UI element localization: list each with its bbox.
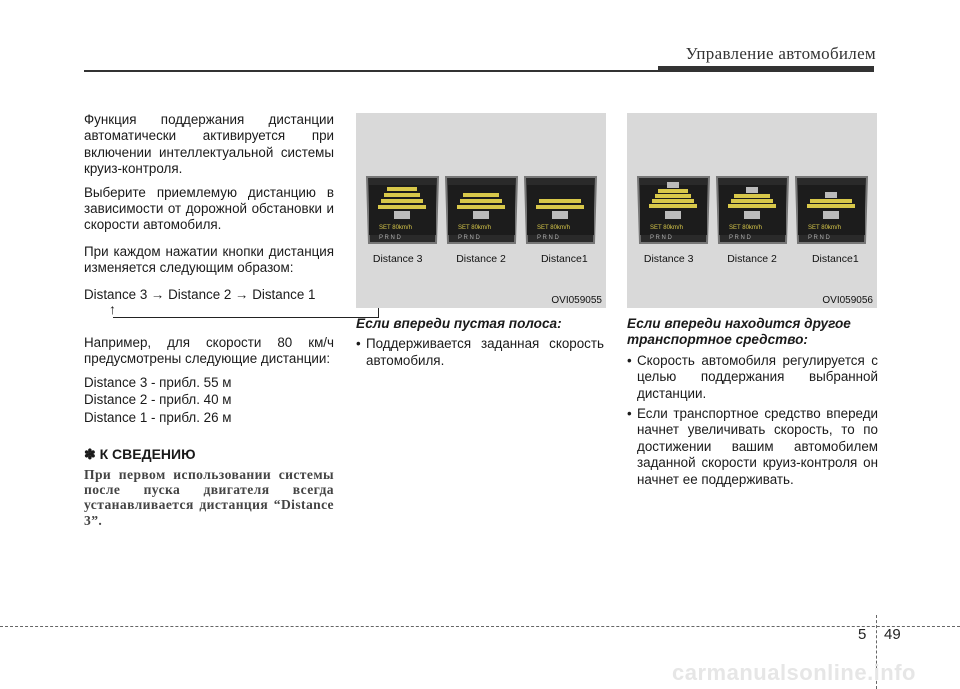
paragraph-intro: Функция поддержания дистанции автоматически активируется при включении интеллектуальной системы круиз-контроля. — [84, 112, 334, 177]
bullet-item — [627, 406, 878, 488]
page-number: 49 — [884, 626, 901, 643]
figure-label: Distance 3 — [372, 253, 423, 265]
bullet-icon: • — [627, 352, 632, 368]
cluster-display-distance-2 — [442, 173, 521, 257]
section-heading: Если впереди пустая полоса: — [356, 316, 562, 331]
paragraph-example: Например, для скорости 80 км/ч предусмотрены следующие дистанции: — [84, 335, 334, 367]
distance-item: Distance 3 - прибл. 55 м — [84, 374, 232, 390]
left-column — [84, 112, 334, 528]
bullet-icon: • — [356, 336, 361, 352]
paragraph-press: При каждом нажатии кнопки дистанция изменяется следующим образом: — [84, 243, 334, 276]
cluster-display-distance-2 — [713, 173, 792, 257]
svg-text:P R N D: P R N D — [808, 235, 830, 241]
cluster-display-distance-1 — [792, 173, 871, 257]
figure-vehicle-ahead — [627, 113, 877, 308]
distance-list — [84, 375, 334, 426]
distance-sequence: Distance 3 → Distance 2 → Distance 1 — [84, 286, 316, 302]
bullet-item — [627, 353, 878, 402]
running-header: Управление автомобилем — [685, 44, 876, 63]
bullet-icon: • — [627, 406, 632, 422]
caution-title: ✽ К СВЕДЕНИЮ — [84, 446, 196, 463]
figure-code: OVI059055 — [551, 295, 602, 306]
svg-text:P R N D: P R N D — [729, 235, 751, 241]
caution-body: При первом использовании системы после пуска двигателя всегда устанавливается дистанция “Distance 3”. — [84, 466, 334, 528]
watermark: carmanualsonline.info — [672, 660, 916, 685]
chapter-number: 5 — [858, 626, 867, 643]
figure-label: Distance1 — [811, 253, 859, 265]
figure-label: Distance 2 — [456, 253, 506, 265]
figure-label: Distance 2 — [727, 253, 777, 265]
bullet-item — [356, 336, 604, 369]
figure-labels — [356, 253, 606, 265]
cluster-display-distance-3 — [634, 173, 713, 257]
section-heading: Если впереди находится другое транспортное средство: — [627, 316, 851, 348]
svg-text:SET 80km/h: SET 80km/h — [458, 225, 491, 231]
svg-text:P R N D: P R N D — [650, 235, 672, 241]
svg-text:P R N D: P R N D — [458, 235, 480, 241]
svg-text:SET 80km/h: SET 80km/h — [729, 225, 762, 231]
svg-text:SET 80km/h: SET 80km/h — [650, 225, 683, 231]
svg-text:SET 80km/h: SET 80km/h — [808, 225, 841, 231]
bullet-text: Поддерживается заданная скорость автомобиля. — [366, 336, 604, 368]
figure-labels — [627, 253, 877, 265]
footer-rule — [0, 626, 960, 627]
figure-label: Distance1 — [540, 253, 588, 265]
figure-code: OVI059056 — [822, 295, 873, 306]
cluster-display-distance-3 — [363, 173, 442, 257]
header-rule-accent — [658, 66, 874, 72]
bullet-text: Если транспортное средство впереди начнет увеличивать скорость, то по достижении вашим автомобилем заданной скорости круиз-контроля он начнет ее поддерживать. — [637, 406, 878, 487]
cluster-display-distance-1 — [521, 173, 600, 257]
svg-text:P R N D: P R N D — [379, 235, 401, 241]
middle-column — [356, 316, 604, 373]
paragraph-choose: Выберите приемлемую дистанцию в зависимости от дорожной обстановки и скорости автомобиля. — [84, 184, 334, 233]
svg-text:P R N D: P R N D — [537, 235, 559, 241]
figure-label: Distance 3 — [643, 253, 694, 265]
up-arrow-icon: ↑ — [109, 301, 116, 318]
svg-text:SET 80km/h: SET 80km/h — [379, 225, 412, 231]
distance-item: Distance 2 - прибл. 40 м — [84, 392, 232, 408]
distance-item: Distance 1 - прибл. 26 м — [84, 409, 232, 425]
right-column — [627, 316, 878, 492]
bullet-text: Скорость автомобиля регулируется с целью поддержания выбранной дистанции. — [637, 352, 878, 401]
svg-text:SET 80km/h: SET 80km/h — [537, 225, 570, 231]
figure-empty-lane — [356, 113, 606, 308]
sequence-return-arrow — [84, 303, 334, 325]
